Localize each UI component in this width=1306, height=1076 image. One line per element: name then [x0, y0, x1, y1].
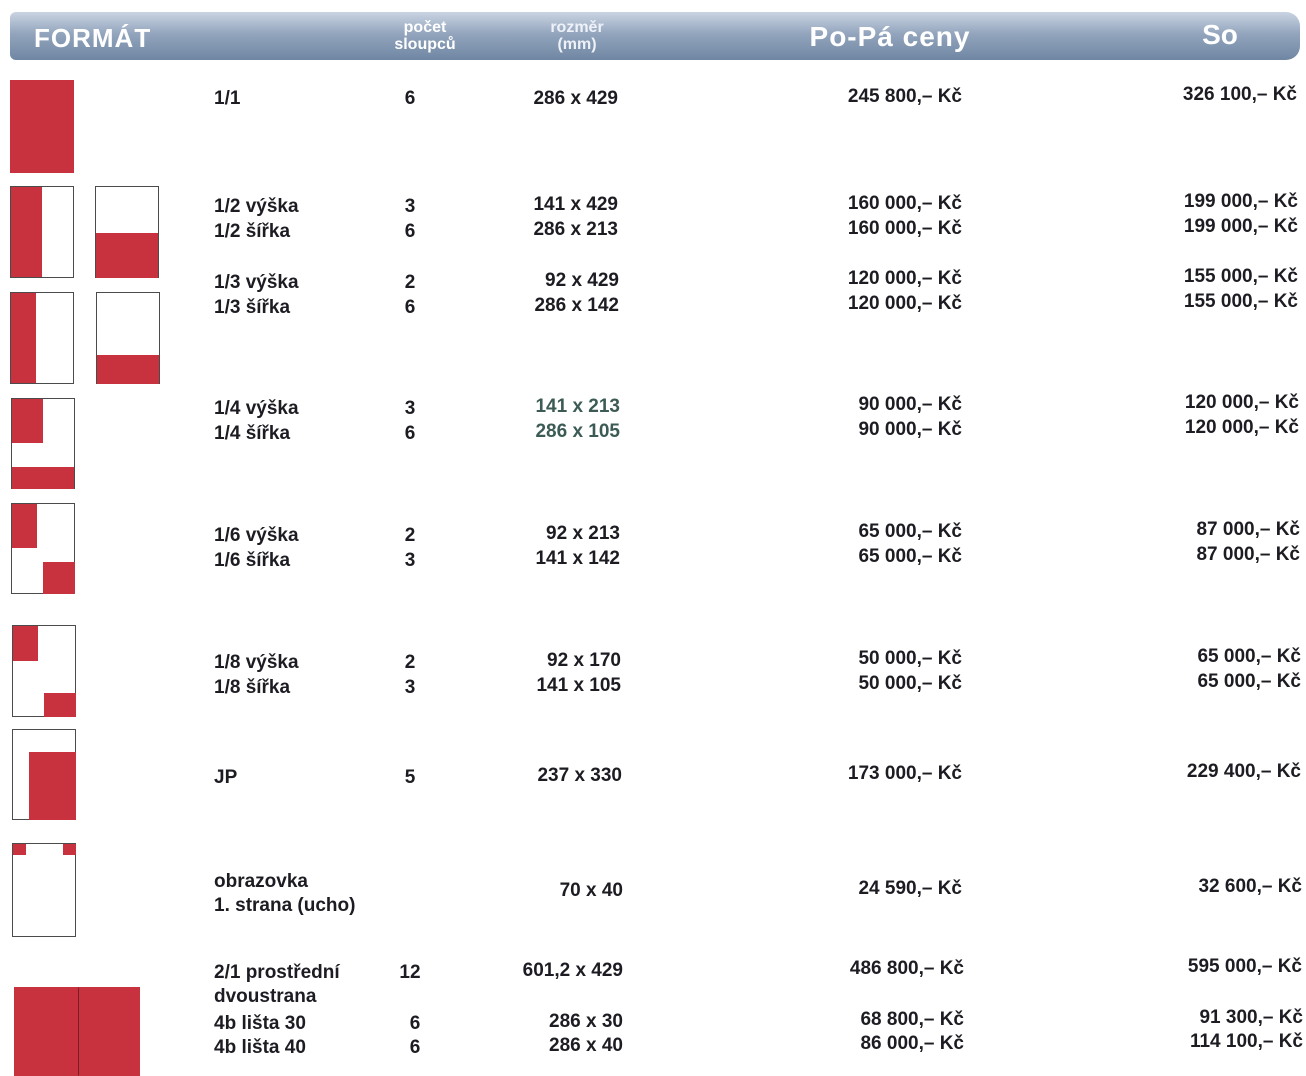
format-thumb-sixth	[11, 503, 75, 594]
row-weekday-price: 86 000,– Kč	[860, 1033, 964, 1054]
header-saturday: So	[1202, 19, 1238, 50]
row-saturday-price: 65 000,– Kč	[1197, 671, 1301, 692]
row-saturday-price: 114 100,– Kč	[1189, 1031, 1303, 1052]
thumb-fill	[11, 293, 36, 383]
thumb-fill	[12, 399, 43, 443]
row-name: 1/8 výška	[214, 652, 299, 673]
row-weekday-price: 90 000,– Kč	[858, 419, 962, 440]
row-columns: 6	[404, 297, 416, 318]
row-columns: 6	[404, 221, 416, 242]
row-weekday-price: 120 000,– Kč	[847, 268, 962, 289]
row-saturday-price: 199 000,– Kč	[1183, 191, 1298, 212]
row-saturday-price: 155 000,– Kč	[1183, 291, 1298, 312]
header-weekday-prices: Po-Pá ceny	[809, 21, 971, 52]
row-columns: 6	[404, 88, 416, 109]
row-size: 286 x 105	[535, 421, 620, 442]
row-name: 1/2 výška	[214, 196, 299, 217]
format-thumb-quarter	[11, 398, 75, 489]
row-weekday-price: 173 000,– Kč	[847, 763, 962, 784]
row-size: 92 x 170	[547, 650, 621, 671]
row-name: 1/6 výška	[214, 525, 299, 546]
row-size: 92 x 213	[546, 523, 620, 544]
header-format: FORMÁT	[34, 23, 152, 53]
row-columns: 2	[404, 272, 416, 293]
row-name: 1/4 šířka	[214, 423, 291, 444]
format-thumb-eighth	[12, 625, 76, 717]
row-size: 92 x 429	[545, 270, 619, 291]
row-columns: 5	[404, 767, 416, 788]
row-saturday-price: 120 000,– Kč	[1184, 417, 1299, 438]
format-thumb-spread-left	[14, 987, 78, 1076]
row-columns: 6	[409, 1013, 421, 1034]
table-header	[10, 12, 1300, 60]
row-weekday-price: 245 800,– Kč	[847, 86, 962, 107]
header-columns-line1: počet	[403, 19, 447, 36]
row-columns: 3	[404, 196, 416, 217]
row-columns: 6	[404, 423, 416, 444]
row-name: 1/1	[214, 88, 241, 109]
format-thumb-half-horizontal	[95, 186, 159, 278]
format-thumb-jp	[12, 729, 76, 820]
row-weekday-price: 65 000,– Kč	[858, 546, 962, 567]
row-name-line2: 1. strana (ucho)	[214, 895, 356, 916]
thumb-fill	[13, 844, 26, 855]
thumb-fill	[43, 562, 75, 594]
row-size: 286 x 30	[549, 1011, 623, 1032]
row-size: 141 x 142	[535, 548, 620, 569]
header-columns-line2: sloupců	[394, 36, 456, 53]
thumb-fill	[11, 187, 42, 277]
header-columns	[365, 19, 485, 53]
row-name: 1/2 šířka	[214, 221, 291, 242]
thumb-fill	[29, 752, 76, 820]
thumb-fill	[96, 233, 158, 278]
thumb-fill	[12, 504, 37, 548]
row-columns: 3	[404, 677, 416, 698]
row-size: 286 x 213	[533, 219, 618, 240]
row-name: 1/4 výška	[214, 398, 299, 419]
row-saturday-price: 155 000,– Kč	[1183, 266, 1298, 287]
row-saturday-price: 91 300,– Kč	[1199, 1007, 1303, 1028]
row-size: 237 x 330	[537, 765, 622, 786]
row-saturday-price: 120 000,– Kč	[1184, 392, 1299, 413]
thumb-fill	[97, 355, 159, 384]
header-size	[517, 19, 637, 53]
header-size-line1: rozměr	[550, 19, 604, 36]
thumb-fill	[63, 844, 76, 855]
row-columns: 12	[399, 962, 421, 983]
row-saturday-price: 595 000,– Kč	[1187, 956, 1302, 977]
row-size: 286 x 40	[549, 1035, 623, 1056]
format-thumb-third-vertical	[10, 292, 74, 384]
row-weekday-price: 160 000,– Kč	[847, 193, 962, 214]
row-size: 141 x 429	[533, 194, 618, 215]
row-name-line2: dvoustrana	[214, 986, 317, 1007]
thumb-fill	[13, 626, 38, 661]
row-size: 286 x 429	[533, 88, 618, 109]
row-saturday-price: 326 100,– Kč	[1182, 84, 1297, 105]
row-size: 141 x 213	[535, 396, 620, 417]
format-thumb-screen-ear	[12, 843, 76, 937]
thumb-fill	[44, 693, 76, 717]
row-weekday-price: 68 800,– Kč	[860, 1009, 964, 1030]
row-size: 70 x 40	[559, 880, 623, 901]
row-weekday-price: 24 590,– Kč	[858, 878, 962, 899]
row-weekday-price: 50 000,– Kč	[858, 648, 962, 669]
format-thumb-half-vertical	[10, 186, 74, 278]
row-weekday-price: 120 000,– Kč	[847, 293, 962, 314]
row-columns: 2	[404, 652, 416, 673]
row-saturday-price: 65 000,– Kč	[1197, 646, 1301, 667]
row-name: JP	[214, 767, 238, 788]
row-size: 601,2 x 429	[522, 960, 623, 981]
header-size-line2: (mm)	[557, 36, 597, 53]
format-thumb-spread-right	[78, 987, 140, 1076]
row-name-line1: obrazovka	[214, 871, 308, 892]
row-saturday-price: 87 000,– Kč	[1196, 544, 1300, 565]
row-name: 1/8 šířka	[214, 677, 291, 698]
row-name: 4b lišta 40	[214, 1037, 306, 1058]
row-columns: 3	[404, 398, 416, 419]
row-saturday-price: 229 400,– Kč	[1186, 761, 1301, 782]
row-name-line1: 2/1 prostřední	[214, 962, 340, 983]
row-size: 286 x 142	[534, 295, 619, 316]
row-saturday-price: 87 000,– Kč	[1196, 519, 1300, 540]
row-weekday-price: 50 000,– Kč	[858, 673, 962, 694]
row-name: 1/3 výška	[214, 272, 299, 293]
row-weekday-price: 90 000,– Kč	[858, 394, 962, 415]
row-columns: 6	[409, 1037, 421, 1058]
row-saturday-price: 32 600,– Kč	[1198, 876, 1302, 897]
row-size: 141 x 105	[536, 675, 621, 696]
row-weekday-price: 160 000,– Kč	[847, 218, 962, 239]
row-saturday-price: 199 000,– Kč	[1183, 216, 1298, 237]
thumb-fill	[12, 467, 74, 489]
format-thumb-third-horizontal	[96, 292, 160, 384]
row-weekday-price: 486 800,– Kč	[849, 958, 964, 979]
row-weekday-price: 65 000,– Kč	[858, 521, 962, 542]
row-columns: 3	[404, 550, 416, 571]
row-name: 4b lišta 30	[214, 1013, 306, 1034]
row-name: 1/6 šířka	[214, 550, 291, 571]
row-columns: 2	[404, 525, 416, 546]
row-name: 1/3 šířka	[214, 297, 291, 318]
format-thumb-full-page	[10, 80, 74, 173]
